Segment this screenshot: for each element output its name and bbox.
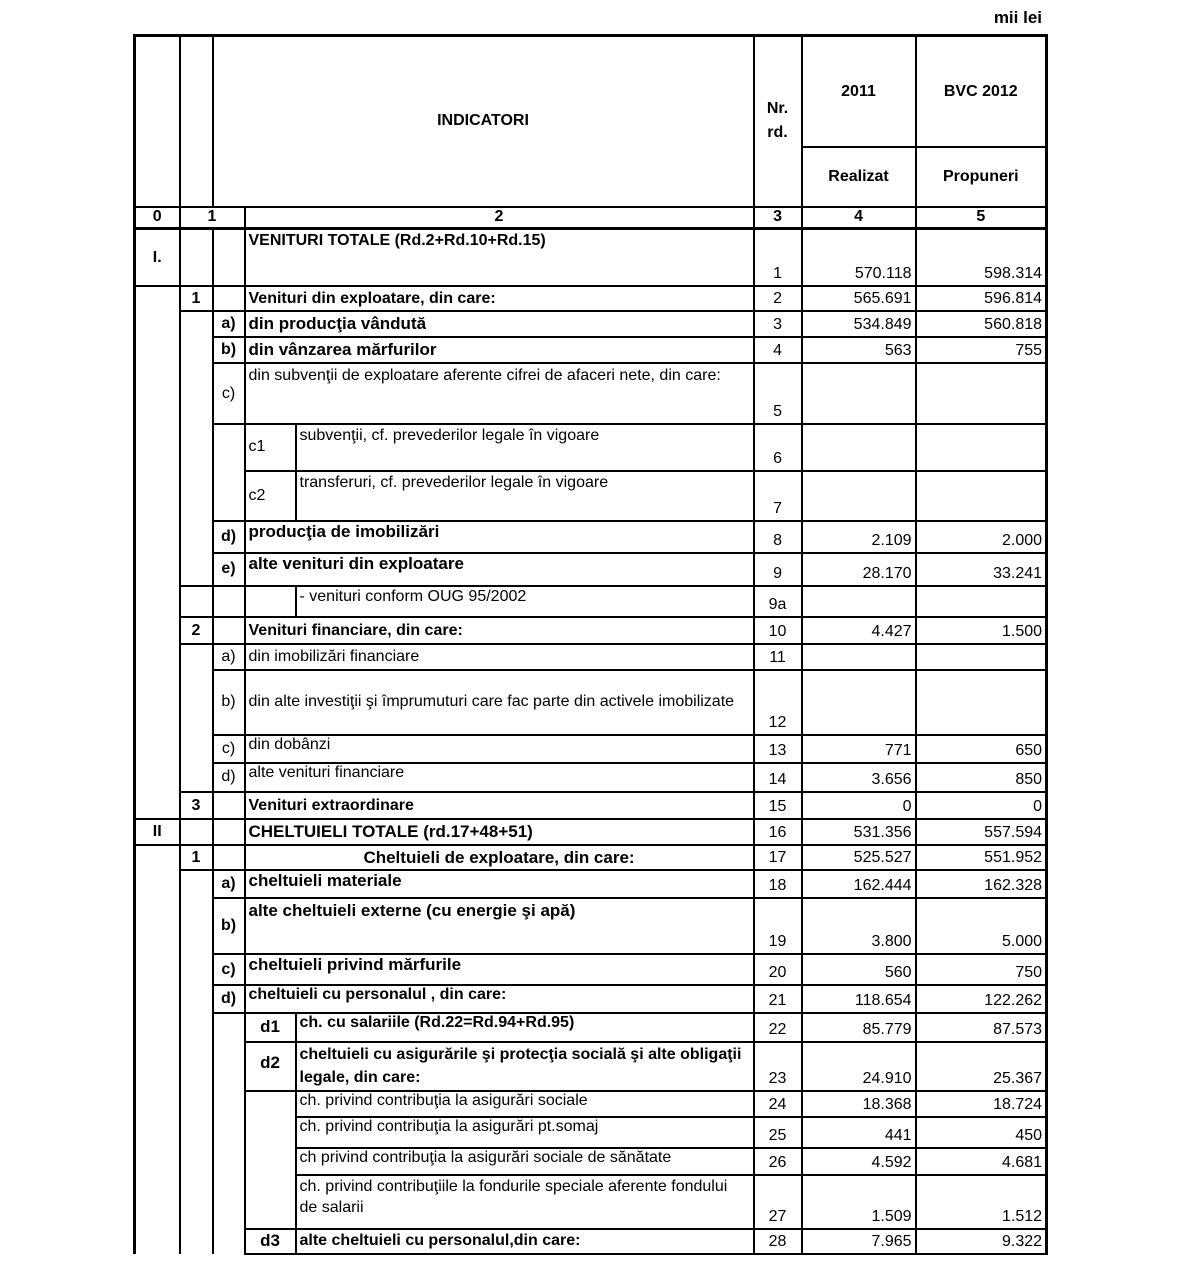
row-letter: d)	[213, 985, 245, 1013]
table-row	[135, 792, 1047, 819]
value-2012: 1.500	[916, 617, 1047, 644]
value-2012: 450	[916, 1117, 1047, 1148]
row-label: cheltuieli cu personalul , din care:	[245, 985, 754, 1013]
row-label: Cheltuieli de exploatare, din care:	[245, 845, 754, 870]
row-letter: b)	[213, 898, 245, 954]
value-2011: 563	[802, 337, 916, 363]
row-sub: d1	[245, 1013, 296, 1041]
row-label: alte venituri financiare	[245, 763, 754, 792]
table-row	[135, 898, 1047, 954]
row-nr: 1	[754, 229, 802, 286]
value-2011: 441	[802, 1117, 916, 1148]
table-row	[135, 1229, 1047, 1254]
row-number: 2	[180, 617, 213, 644]
value-2011: 24.910	[802, 1042, 916, 1091]
row-nr: 26	[754, 1148, 802, 1175]
table-row	[135, 954, 1047, 985]
row-sub: d2	[245, 1042, 296, 1091]
table-row	[135, 286, 1047, 311]
row-nr: 19	[754, 898, 802, 954]
table-row	[135, 1148, 1047, 1175]
table-row	[135, 985, 1047, 1013]
value-2012	[916, 424, 1047, 471]
row-letter: c)	[213, 363, 245, 423]
row-letter: b)	[213, 337, 245, 363]
nr-rd-header: Nr. rd.	[754, 36, 802, 207]
row-label: Venituri financiare, din care:	[245, 617, 754, 644]
value-2011: 7.965	[802, 1229, 916, 1254]
row-label: producţia de imobilizări	[245, 521, 754, 552]
value-2011: 118.654	[802, 985, 916, 1013]
unit-label: mii lei	[993, 8, 1042, 27]
row-letter: c)	[213, 954, 245, 985]
row-nr: 24	[754, 1091, 802, 1117]
row-nr: 5	[754, 363, 802, 423]
row-label: alte cheltuieli cu personalul,din care:	[296, 1229, 754, 1254]
value-2011: 0	[802, 792, 916, 819]
row-label: cheltuieli cu asigurările şi protecţia socială şi alte obligaţii legale, din care:	[296, 1042, 754, 1091]
row-label: ch privind contribuţia la asigurări sociale de sănătate	[296, 1148, 754, 1175]
row-label: din dobânzi	[245, 735, 754, 763]
value-2012: 0	[916, 792, 1047, 819]
row-label: subvenţii, cf. prevederilor legale în vigoare	[296, 424, 754, 471]
table-row	[135, 229, 1047, 286]
value-2011: 28.170	[802, 553, 916, 586]
roman-numeral: I.	[135, 229, 180, 286]
row-letter: b)	[213, 670, 245, 734]
table-row	[135, 363, 1047, 423]
row-label: Venituri extraordinare	[245, 792, 754, 819]
row-nr: 13	[754, 735, 802, 763]
value-2012: 557.594	[916, 819, 1047, 845]
table-row	[135, 1091, 1047, 1117]
value-2011: 570.118	[802, 229, 916, 286]
value-2012: 18.724	[916, 1091, 1047, 1117]
value-2012: 2.000	[916, 521, 1047, 552]
value-2011: 1.509	[802, 1175, 916, 1228]
col-num-5: 5	[916, 207, 1047, 229]
bvc-2012-header: BVC 2012	[916, 36, 1047, 148]
table-row	[135, 424, 1047, 471]
table-row	[135, 845, 1047, 870]
row-label: ch. cu salariile (Rd.22=Rd.94+Rd.95)	[296, 1013, 754, 1041]
row-label: din imobilizări financiare	[245, 644, 754, 670]
table-row	[135, 735, 1047, 763]
value-2012: 560.818	[916, 311, 1047, 337]
value-2011: 18.368	[802, 1091, 916, 1117]
row-label: ch. privind contribuţiile la fondurile speciale aferente fondului de salarii	[296, 1175, 754, 1228]
roman-numeral: II	[135, 819, 180, 845]
row-number: 1	[180, 286, 213, 311]
realizat-header: Realizat	[802, 147, 916, 206]
col-num-3: 3	[754, 207, 802, 229]
value-2012: 5.000	[916, 898, 1047, 954]
value-2011: 3.800	[802, 898, 916, 954]
value-2012: 162.328	[916, 870, 1047, 897]
row-nr: 27	[754, 1175, 802, 1228]
row-label: transferuri, cf. prevederilor legale în vigoare	[296, 471, 754, 521]
value-2011: 771	[802, 735, 916, 763]
value-2011: 531.356	[802, 819, 916, 845]
row-letter: a)	[213, 311, 245, 337]
propuneri-header: Propuneri	[916, 147, 1047, 206]
table-row	[135, 819, 1047, 845]
row-nr: 3	[754, 311, 802, 337]
column-number-row	[135, 207, 1047, 229]
table-row	[135, 337, 1047, 363]
row-sub: c2	[245, 471, 296, 521]
value-2011: 565.691	[802, 286, 916, 311]
table-row	[135, 644, 1047, 670]
value-2012: 87.573	[916, 1013, 1047, 1041]
value-2012: 650	[916, 735, 1047, 763]
row-number: 1	[180, 845, 213, 870]
row-nr: 15	[754, 792, 802, 819]
row-nr: 21	[754, 985, 802, 1013]
value-2012: 9.322	[916, 1229, 1047, 1254]
row-nr: 4	[754, 337, 802, 363]
value-2011	[802, 471, 916, 521]
row-letter: a)	[213, 644, 245, 670]
row-number: 3	[180, 792, 213, 819]
year-2011-header: 2011	[802, 36, 916, 148]
value-2012	[916, 471, 1047, 521]
value-2012: 4.681	[916, 1148, 1047, 1175]
value-2011: 4.427	[802, 617, 916, 644]
row-label: din alte investiţii şi împrumuturi care fac parte din activele imobilizate	[245, 670, 754, 734]
value-2012: 750	[916, 954, 1047, 985]
row-nr: 22	[754, 1013, 802, 1041]
value-2012: 755	[916, 337, 1047, 363]
row-label: din producţia vândută	[245, 311, 754, 337]
row-nr: 9a	[754, 586, 802, 617]
row-label: VENITURI TOTALE (Rd.2+Rd.10+Rd.15)	[245, 229, 754, 286]
value-2011: 85.779	[802, 1013, 916, 1041]
row-label: Venituri din exploatare, din care:	[245, 286, 754, 311]
value-2011: 2.109	[802, 521, 916, 552]
col-num-2: 2	[245, 207, 754, 229]
row-nr: 2	[754, 286, 802, 311]
row-label: cheltuieli materiale	[245, 870, 754, 897]
col-num-0: 0	[135, 207, 180, 229]
col-num-1: 1	[180, 207, 245, 229]
table-row	[135, 1042, 1047, 1091]
table-row	[135, 521, 1047, 552]
table-row	[135, 553, 1047, 586]
row-sub: d3	[245, 1229, 296, 1254]
row-nr: 9	[754, 553, 802, 586]
row-letter: d)	[213, 763, 245, 792]
table-row	[135, 1175, 1047, 1228]
row-letter: c)	[213, 735, 245, 763]
row-nr: 18	[754, 870, 802, 897]
row-label: ch. privind contribuţia la asigurări pt.somaj	[296, 1117, 754, 1148]
row-nr: 28	[754, 1229, 802, 1254]
row-label: alte venituri din exploatare	[245, 553, 754, 586]
value-2011: 162.444	[802, 870, 916, 897]
row-nr: 11	[754, 644, 802, 670]
row-nr: 20	[754, 954, 802, 985]
indicatori-header: INDICATORI	[213, 36, 754, 207]
table-row	[135, 1013, 1047, 1041]
table-row	[135, 1117, 1047, 1148]
table-row	[135, 311, 1047, 337]
row-label: - venituri conform OUG 95/2002	[296, 586, 754, 617]
value-2011: 3.656	[802, 763, 916, 792]
table-row	[135, 763, 1047, 792]
row-letter: a)	[213, 870, 245, 897]
value-2011: 4.592	[802, 1148, 916, 1175]
row-nr: 16	[754, 819, 802, 845]
value-2012: 850	[916, 763, 1047, 792]
row-label: ch. privind contribuţia la asigurări sociale	[296, 1091, 754, 1117]
value-2012: 598.314	[916, 229, 1047, 286]
indicators-table	[133, 34, 1048, 1255]
row-label: alte cheltuieli externe (cu energie şi apă)	[245, 898, 754, 954]
value-2012: 596.814	[916, 286, 1047, 311]
row-letter: e)	[213, 553, 245, 586]
value-2012: 25.367	[916, 1042, 1047, 1091]
row-label: CHELTUIELI TOTALE (rd.17+48+51)	[245, 819, 754, 845]
row-label: din subvenţii de exploatare aferente cifrei de afaceri nete, din care:	[245, 363, 754, 423]
header-row-1	[135, 36, 1047, 148]
table-row	[135, 586, 1047, 617]
row-nr: 6	[754, 424, 802, 471]
row-nr: 14	[754, 763, 802, 792]
row-nr: 8	[754, 521, 802, 552]
value-2012: 122.262	[916, 985, 1047, 1013]
value-2012: 33.241	[916, 553, 1047, 586]
row-sub: c1	[245, 424, 296, 471]
col-num-4: 4	[802, 207, 916, 229]
value-2012	[916, 363, 1047, 423]
row-label: cheltuieli privind mărfurile	[245, 954, 754, 985]
row-label: din vânzarea mărfurilor	[245, 337, 754, 363]
table-row	[135, 471, 1047, 521]
value-2011: 525.527	[802, 845, 916, 870]
row-nr: 17	[754, 845, 802, 870]
value-2012: 551.952	[916, 845, 1047, 870]
row-nr: 23	[754, 1042, 802, 1091]
value-2011: 534.849	[802, 311, 916, 337]
row-letter: d)	[213, 521, 245, 552]
value-2011	[802, 363, 916, 423]
row-nr: 25	[754, 1117, 802, 1148]
value-2011: 560	[802, 954, 916, 985]
row-nr: 12	[754, 670, 802, 734]
row-nr: 7	[754, 471, 802, 521]
row-nr: 10	[754, 617, 802, 644]
table-row	[135, 870, 1047, 897]
table-row	[135, 670, 1047, 734]
table-row	[135, 617, 1047, 644]
value-2012: 1.512	[916, 1175, 1047, 1228]
value-2011	[802, 424, 916, 471]
